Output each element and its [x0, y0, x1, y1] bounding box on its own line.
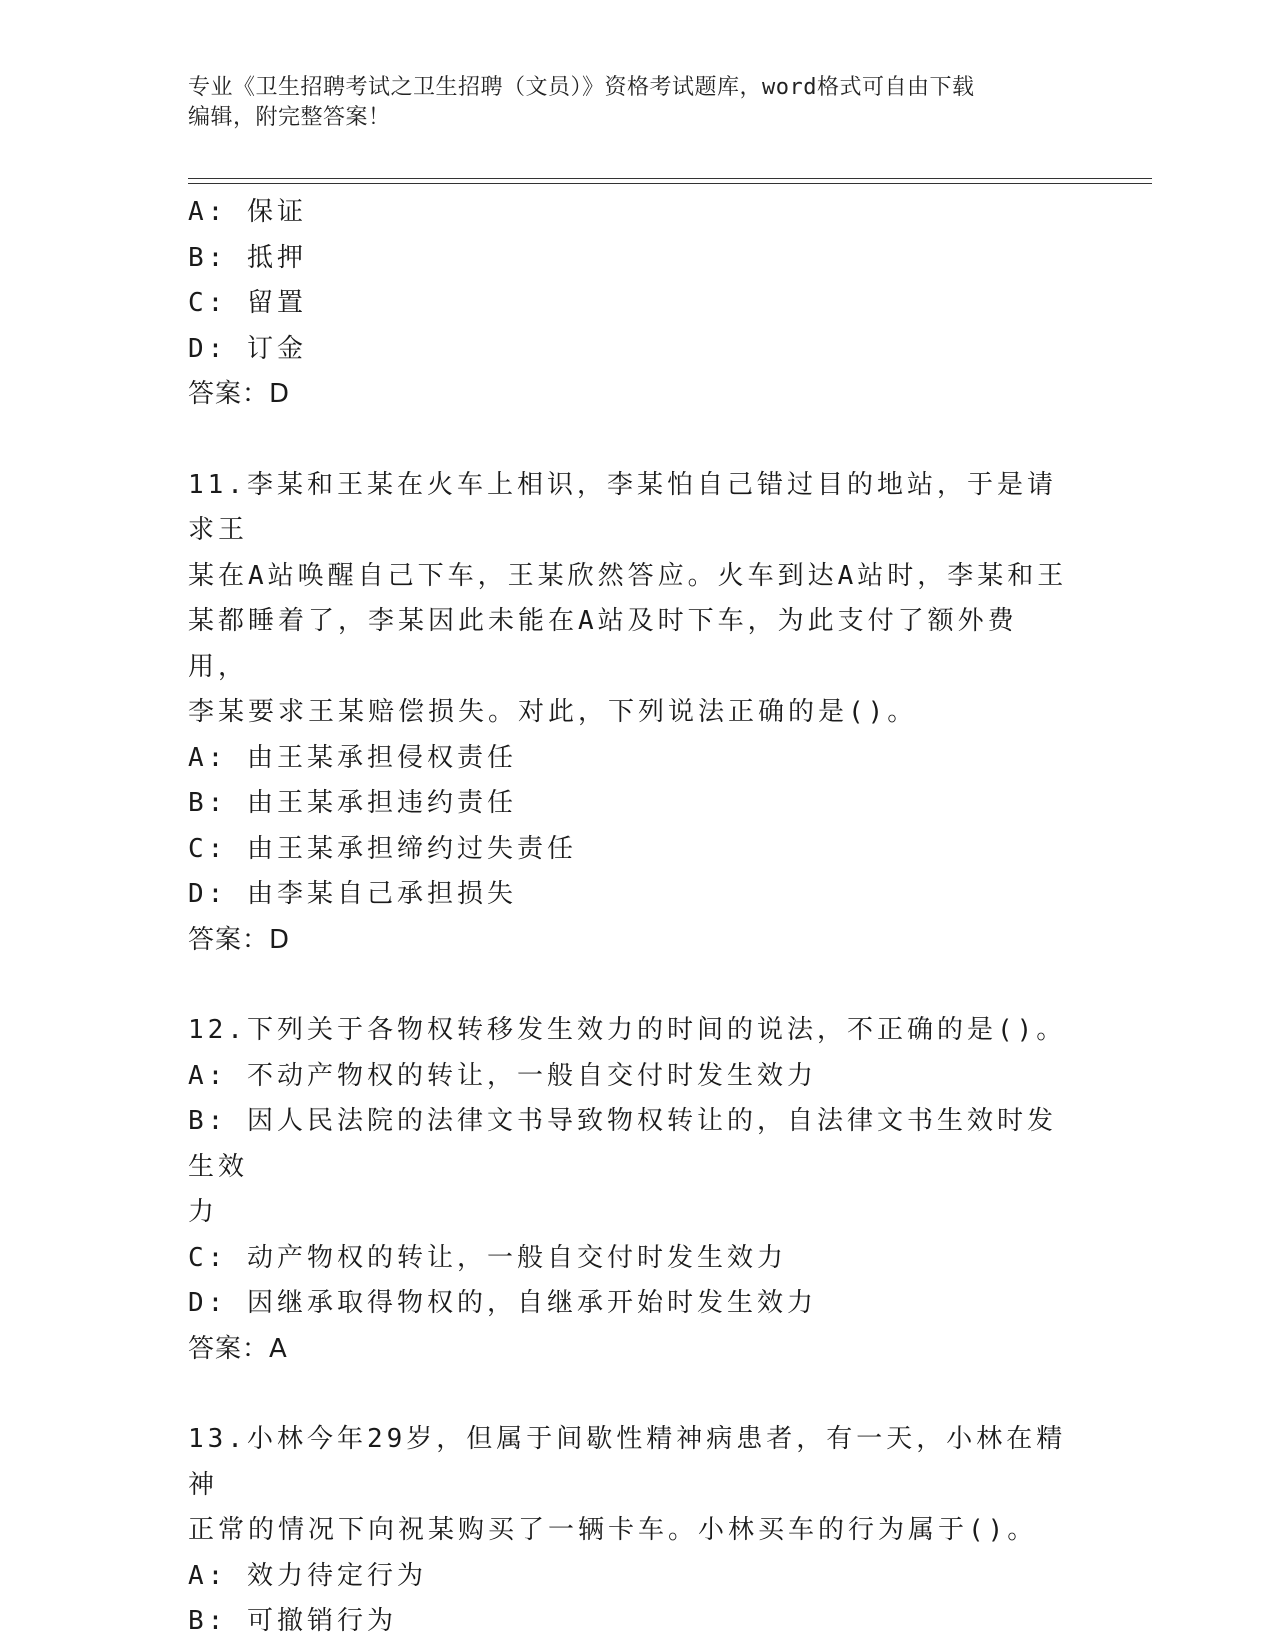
header-line-2: 编辑，附完整答案！	[188, 105, 391, 130]
option-c: C: 留置	[188, 288, 307, 318]
question-stem-line: 11.李某和王某在火车上相识，李某怕自己错过目的地站，于是请求王	[188, 469, 1057, 545]
question-content	[188, 190, 1068, 1645]
option-b: B: 抵押	[188, 242, 307, 273]
page-header	[188, 73, 1088, 133]
question-stem-line: 正常的情况下向祝某购买了一辆卡车。小林买车的行为属于()。	[188, 1515, 1038, 1545]
question-11	[188, 463, 1068, 964]
option-d: D: 订金	[188, 333, 307, 364]
spacer	[188, 418, 1068, 463]
question-stem-line: 某都睡着了，李某因此未能在A站及时下车，为此支付了额外费用，	[188, 606, 1018, 682]
option-b: B: 由王某承担违约责任	[188, 788, 517, 818]
spacer	[188, 963, 1068, 1008]
answer: 答案：D	[188, 924, 291, 955]
option-b: B: 可撤销行为	[188, 1606, 397, 1636]
question-12	[188, 1008, 1068, 1372]
option-d: D: 由李某自己承担损失	[188, 879, 517, 909]
option-b: B: 因人民法院的法律文书导致物权转让的，自法律文书生效时发生效	[188, 1106, 1057, 1182]
answer: 答案：D	[188, 379, 291, 409]
option-c: C: 由王某承担缔约过失责任	[188, 833, 577, 864]
option-a: A: 效力待定行为	[188, 1560, 427, 1591]
question-10	[188, 190, 1068, 418]
option-c: C: 动产物权的转让，一般自交付时发生效力	[188, 1242, 787, 1273]
question-stem: 12.下列关于各物权转移发生效力的时间的说法，不正确的是()。	[188, 1015, 1067, 1045]
question-stem-line: 13.小林今年29岁，但属于间歇性精神病患者，有一天，小林在精神	[188, 1424, 1067, 1500]
header-line-1: 专业《卫生招聘考试之卫生招聘（文员）》资格考试题库，word格式可自由下载	[188, 75, 975, 100]
option-d: D: 因继承取得物权的，自继承开始时发生效力	[188, 1288, 817, 1318]
option-a: A: 保证	[188, 197, 307, 227]
option-b-continued: 力	[188, 1197, 219, 1227]
question-stem-line: 某在A站唤醒自己下车，王某欣然答应。火车到达A站时，李某和王	[188, 560, 1068, 591]
spacer	[188, 1372, 1068, 1417]
option-a: A: 不动产物权的转让，一般自交付时发生效力	[188, 1060, 817, 1091]
answer: 答案：A	[188, 1333, 288, 1364]
header-divider	[188, 178, 1152, 184]
question-13	[188, 1417, 1068, 1645]
option-a: A: 由王某承担侵权责任	[188, 742, 517, 773]
question-stem-line: 李某要求王某赔偿损失。对此，下列说法正确的是()。	[188, 697, 918, 727]
